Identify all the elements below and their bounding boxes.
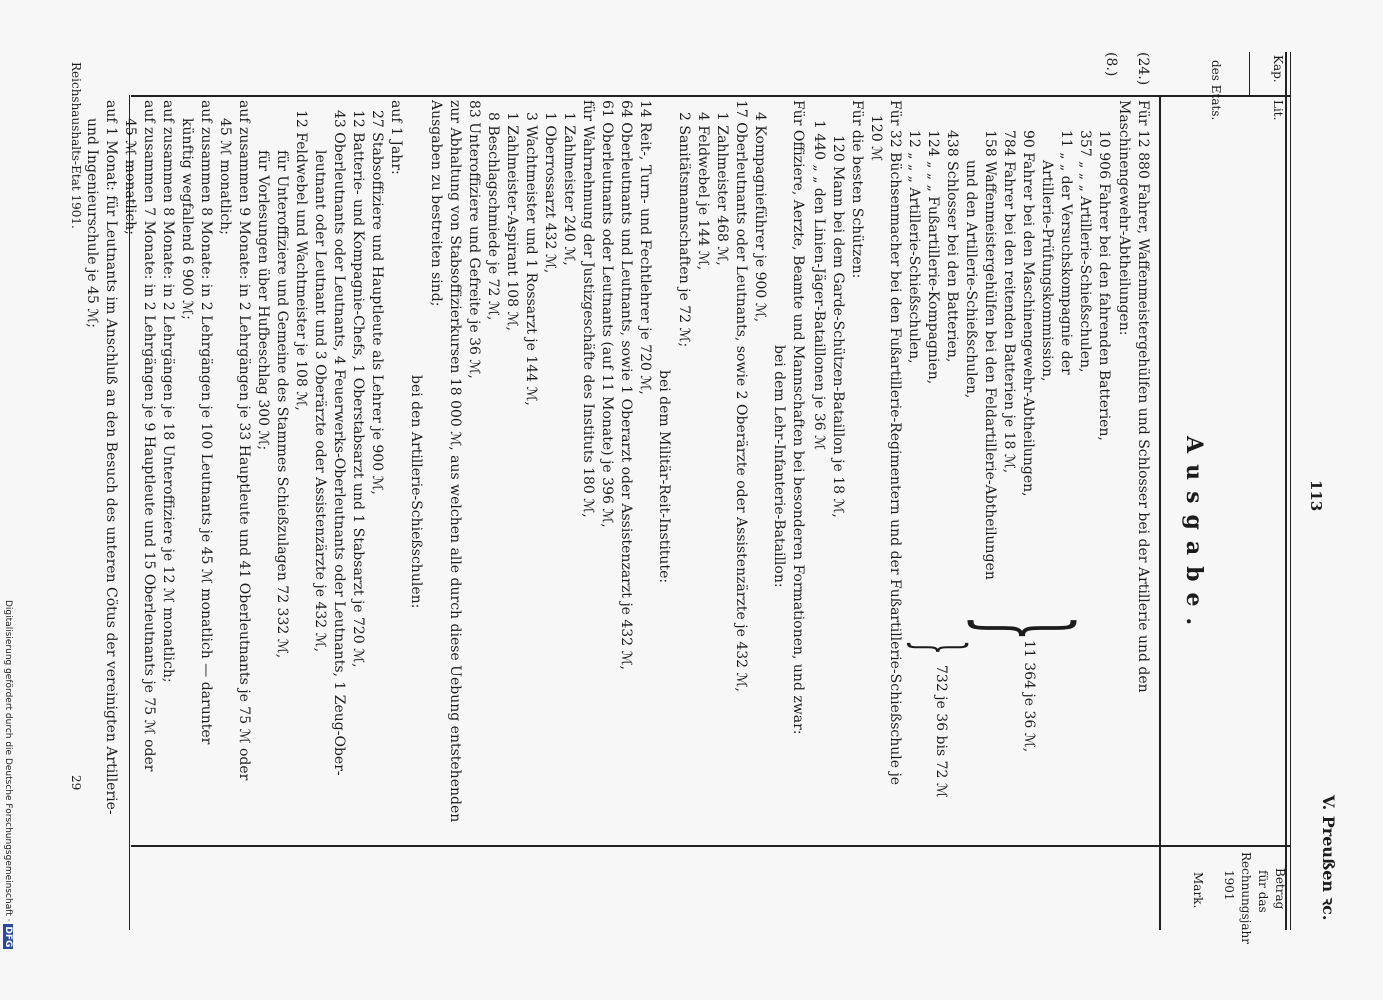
text-line: 158 Waffenmeistergehülfen bei den Feldartillerie-Abtheilungen <box>982 130 998 580</box>
text-line: 784 Fahrer bei den reitenden Batterien je 18 ℳ, <box>1001 130 1017 474</box>
kap-ref: (24.) <box>1135 52 1151 86</box>
table-top-rule <box>1290 52 1291 930</box>
text-line: künftig wegfallend 6 900 ℳ; <box>179 118 195 320</box>
text-line: 120 Mann bei dem Garde-Schützen-Bataillon je 18 ℳ, <box>830 135 846 518</box>
header-bottom-rule <box>1159 95 1161 930</box>
funding-note <box>3 600 13 949</box>
text-line: 3 Wachtmeister und 1 Rossarzt je 144 ℳ, <box>523 112 539 406</box>
text-line: bei dem Militär-Reit-Institute: <box>656 370 672 584</box>
brace-note: 11 364 je 36 ℳ, <box>1021 640 1037 753</box>
lit-ref: (8.) <box>1103 52 1119 77</box>
betrag-heading-3: Rechnungsjahr <box>1239 852 1253 944</box>
text-line: Maschinengewehr-Abtheilungen: <box>1116 100 1132 336</box>
lit-heading: Lit. <box>1271 100 1285 121</box>
brace-symbol: } <box>959 615 1097 642</box>
text-line: 1 Oberrossarzt 432 ℳ, <box>542 112 558 274</box>
footer-title: Reichshaushalts-Etat 1901. <box>69 62 83 229</box>
text-line: 4 Feldwebel je 144 ℳ, <box>695 112 711 271</box>
text-line: auf 1 Jahr: <box>388 100 404 175</box>
text-line: 17 Oberleutnants oder Leutnants, sowie 2 Oberärzte oder Assistenzärzte je 432 ℳ, <box>733 100 749 692</box>
dfg-logo: DFG <box>3 926 13 948</box>
betrag-heading-2: für das <box>1256 870 1270 913</box>
page-title: Ausgabe. <box>1181 436 1207 637</box>
text-line: und den Artillerie-Schießschulen, <box>963 160 979 399</box>
text-line: 120 ℳ <box>868 115 884 162</box>
text-line: und Ingenieurschule je 45 ℳ; <box>84 118 100 329</box>
text-line: 1 Zahlmeister 240 ℳ, <box>561 112 577 266</box>
text-line: auf zusammen 7 Monate: in 2 Lehrgängen je 9 Hauptleute und 15 Oberleutnants je 75 ℳ oder <box>141 100 157 772</box>
text-line: 45 ℳ monatlich; <box>122 118 138 235</box>
des-etats-heading: des Etats. <box>1209 60 1223 121</box>
brace-note: 732 je 36 bis 72 ℳ <box>933 665 949 798</box>
text-line: 124 „ „ „ Fußartillerie-Kompagnien, <box>925 130 941 385</box>
text-line: 90 Fahrer bei den Maschinengewehr-Abtheilungen, <box>1020 130 1036 497</box>
kap-column-rule <box>1249 52 1250 95</box>
text-line: auf zusammen 8 Monate: in 2 Lehrgängen je 18 Unteroffiziere je 12 ℳ monatlich; <box>160 100 176 683</box>
text-line: 61 Oberleutnants oder Leutnants (auf 11 Monate) je 396 ℳ, <box>599 100 615 528</box>
betrag-heading-1: Betrag <box>1273 868 1287 910</box>
text-line: 14 Reit-, Turn- und Fechtlehrer je 720 ℳ, <box>637 100 653 395</box>
brace-symbol: } <box>902 640 979 655</box>
text-line: Für 32 Büchsenmacher bei den Fußartillerie-Regimentern und der Fußartillerie-Schießschule je <box>887 100 903 786</box>
text-line: 1 Zahlmeister-Aspirant 108 ℳ, <box>504 112 520 331</box>
text-line: für Unteroffiziere und Gemeine des Stammes Schießzulagen 72 332 ℳ, <box>274 150 290 659</box>
text-line: für Wahrnehmung der Justizgeschäfte des Instituts 180 ℳ, <box>580 100 596 518</box>
text-line: 2 Sanitätsmannschaften je 72 ℳ; <box>676 112 692 348</box>
text-line: auf 1 Monat: für Leutnants im Anschluß an den Besuch des unteren Cötus der vereinigten Artillerie- <box>103 100 119 815</box>
text-line: für Vorlesungen über Hufbeschlag 300 ℳ; <box>255 150 271 451</box>
text-line: 438 Schlosser bei den Batterien, <box>944 130 960 363</box>
text-line: auf zusammen 8 Monate: in 2 Lehrgängen je 100 Leutnants je 45 ℳ monatlich — darunter <box>198 100 214 745</box>
text-line: 12 Feldwebel und Wachtmeister je 108 ℳ, <box>293 110 309 411</box>
text-line: 12 „ „ „ Artillerie-Schießschulen, <box>906 130 922 364</box>
text-line: bei den Artillerie-Schießschulen: <box>408 375 424 609</box>
text-line: zur Abhaltung von Stabsoffizierkursen 18 000 ℳ, aus welchen alle durch diese Uebung entstehenden <box>447 100 463 823</box>
kap-heading: Kap. <box>1271 55 1285 83</box>
text-line: Für Offiziere, Aerzte, Beamte und Mannschaften bei besonderen Formationen, und zwar: <box>790 100 806 735</box>
text-line: auf zusammen 9 Monate: in 2 Lehrgängen je 33 Hauptleute und 41 Oberleutnants je 75 ℳ oder <box>236 100 252 781</box>
left-column-rule <box>131 95 1291 97</box>
page-number: 113 <box>1307 480 1325 512</box>
text-line: 27 Stabsoffiziere und Hauptleute als Lehrer je 900 ℳ, <box>369 110 385 495</box>
text-line: Für 12 880 Fahrer, Waffenmeistergehülfen und Schlosser bei der Artillerie und den <box>1135 100 1151 693</box>
text-line: 43 Oberleutnants oder Leutnants, 4 Feuerwerks-Oberleutnants oder Leutnants, 1 Zeug-Ober- <box>331 110 347 776</box>
funding-text: Digitalisierung gefördert durch die Deutsche Forschungsgemeinschaft · <box>3 600 13 922</box>
text-line: Ausgaben zu bestreiten sind; <box>428 100 444 307</box>
text-line: 11 „ „ der Versuchskompagnie der <box>1058 130 1074 375</box>
table-top-rule-thick <box>1285 52 1287 930</box>
text-line: 12 Batterie- und Kompagnie-Chefs, 1 Oberstabsarzt und 1 Stabsarzt je 720 ℳ, <box>350 110 366 668</box>
text-line: bei dem Lehr-Infanterie-Bataillon: <box>771 345 787 588</box>
text-line: Artillerie-Prüfungskommission, <box>1039 160 1055 382</box>
text-line: 4 Kompagnieführer je 900 ℳ, <box>752 112 768 323</box>
text-line: 45 ℳ monatlich; <box>217 118 233 235</box>
text-line: 1 440 „ „ den Linien-Jäger-Bataillonen je 36 ℳ <box>811 120 827 451</box>
signature-number: 29 <box>69 775 83 791</box>
betrag-heading-4: 1901 <box>1222 870 1236 901</box>
text-line: 357 „ „ „ Artillerie-Schießschulen, <box>1077 130 1093 373</box>
text-line: Für die besten Schützen: <box>849 100 865 279</box>
text-line: leutnant oder Leutnant und 3 Oberärzte oder Assistenzärzte je 432 ℳ, <box>312 150 328 653</box>
amount-column-rule <box>131 845 1291 847</box>
text-line: 1 Zahlmeister 468 ℳ, <box>714 112 730 266</box>
text-line: 83 Unteroffiziere und Gefreite je 36 ℳ, <box>466 100 482 379</box>
unit-heading: Mark. <box>1191 872 1205 909</box>
section-heading: V. Preußen ꝛc. <box>1319 795 1338 921</box>
text-line: 8 Beschlagschmiede je 72 ℳ, <box>485 112 501 321</box>
text-line: 10 906 Fahrer bei den fahrenden Batterien, <box>1096 130 1112 441</box>
text-line: 64 Oberleutnants und Leutnants, sowie 1 Oberarzt oder Assistenzarzt je 432 ℳ, <box>618 100 634 670</box>
